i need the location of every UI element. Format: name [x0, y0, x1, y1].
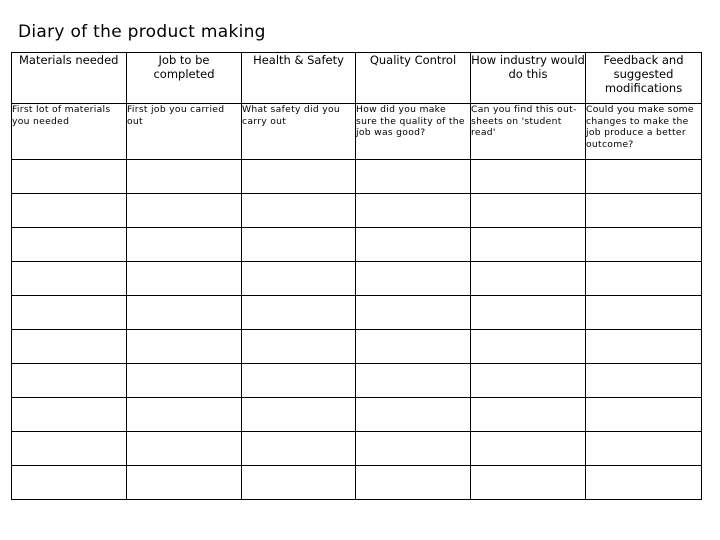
empty-cell[interactable] — [356, 466, 471, 500]
empty-cell[interactable] — [586, 364, 702, 398]
empty-cell[interactable] — [471, 194, 586, 228]
table-row — [12, 160, 702, 194]
table-row — [12, 262, 702, 296]
empty-cell[interactable] — [127, 398, 242, 432]
empty-cell[interactable] — [127, 262, 242, 296]
empty-cell[interactable] — [127, 364, 242, 398]
empty-cell[interactable] — [586, 194, 702, 228]
empty-cell[interactable] — [586, 296, 702, 330]
empty-cell[interactable] — [586, 432, 702, 466]
empty-cell[interactable] — [12, 296, 127, 330]
prompt-row — [12, 104, 702, 160]
empty-cell[interactable] — [242, 160, 356, 194]
empty-cell[interactable] — [586, 330, 702, 364]
empty-cell[interactable] — [356, 330, 471, 364]
empty-cell[interactable] — [356, 296, 471, 330]
empty-cell[interactable] — [471, 296, 586, 330]
table-row — [12, 432, 702, 466]
empty-cell[interactable] — [471, 228, 586, 262]
table-row — [12, 194, 702, 228]
empty-cell[interactable] — [12, 262, 127, 296]
empty-cell[interactable] — [12, 364, 127, 398]
empty-cell[interactable] — [586, 160, 702, 194]
table-row — [12, 364, 702, 398]
empty-cell[interactable] — [471, 364, 586, 398]
empty-cell[interactable] — [12, 330, 127, 364]
empty-cell[interactable] — [242, 398, 356, 432]
empty-cell[interactable] — [127, 466, 242, 500]
empty-cell[interactable] — [586, 228, 702, 262]
empty-cell[interactable] — [127, 330, 242, 364]
empty-cell[interactable] — [356, 364, 471, 398]
prompt-safety: What safety did you carry out — [242, 104, 356, 160]
table-row — [12, 398, 702, 432]
header-materials-needed: Materials needed — [12, 53, 127, 104]
empty-cell[interactable] — [242, 296, 356, 330]
prompt-materials: First lot of materials you needed — [12, 104, 127, 160]
empty-cell[interactable] — [127, 432, 242, 466]
header-quality-control: Quality Control — [356, 53, 471, 104]
prompt-feedback: Could you make some changes to make the job produce a better outcome? — [586, 104, 702, 160]
empty-cell[interactable] — [242, 364, 356, 398]
empty-cell[interactable] — [356, 160, 471, 194]
empty-cell[interactable] — [586, 262, 702, 296]
empty-cell[interactable] — [242, 194, 356, 228]
empty-cell[interactable] — [242, 262, 356, 296]
header-health-safety: Health & Safety — [242, 53, 356, 104]
empty-cell[interactable] — [471, 398, 586, 432]
empty-cell[interactable] — [12, 466, 127, 500]
empty-cell[interactable] — [242, 228, 356, 262]
empty-cell[interactable] — [12, 194, 127, 228]
table-row — [12, 296, 702, 330]
empty-cell[interactable] — [356, 398, 471, 432]
header-job-to-be-completed: Job to be completed — [127, 53, 242, 104]
empty-cell[interactable] — [12, 398, 127, 432]
empty-cell[interactable] — [471, 432, 586, 466]
empty-cell[interactable] — [242, 330, 356, 364]
empty-cell[interactable] — [471, 330, 586, 364]
header-how-industry: How industry would do this — [471, 53, 586, 104]
empty-cell[interactable] — [12, 228, 127, 262]
empty-cell[interactable] — [471, 160, 586, 194]
prompt-quality: How did you make sure the quality of the job was good? — [356, 104, 471, 160]
empty-cell[interactable] — [242, 432, 356, 466]
empty-cell[interactable] — [356, 262, 471, 296]
empty-cell[interactable] — [356, 194, 471, 228]
empty-cell[interactable] — [127, 228, 242, 262]
empty-cell[interactable] — [586, 466, 702, 500]
diary-table — [11, 52, 702, 500]
empty-cell[interactable] — [127, 160, 242, 194]
table-row — [12, 228, 702, 262]
prompt-industry: Can you find this out-sheets on 'student read' — [471, 104, 586, 160]
empty-cell[interactable] — [12, 432, 127, 466]
empty-cell[interactable] — [127, 296, 242, 330]
empty-cell[interactable] — [356, 432, 471, 466]
empty-cell[interactable] — [242, 466, 356, 500]
prompt-job: First job you carried out — [127, 104, 242, 160]
table-row — [12, 330, 702, 364]
page-title: Diary of the product making — [18, 22, 266, 42]
table-row — [12, 466, 702, 500]
empty-cell[interactable] — [356, 228, 471, 262]
empty-cell[interactable] — [471, 466, 586, 500]
empty-cell[interactable] — [471, 262, 586, 296]
empty-cell[interactable] — [12, 160, 127, 194]
empty-cell[interactable] — [586, 398, 702, 432]
header-feedback: Feedback and suggested modifications — [586, 53, 702, 104]
header-row — [12, 53, 702, 104]
empty-cell[interactable] — [127, 194, 242, 228]
